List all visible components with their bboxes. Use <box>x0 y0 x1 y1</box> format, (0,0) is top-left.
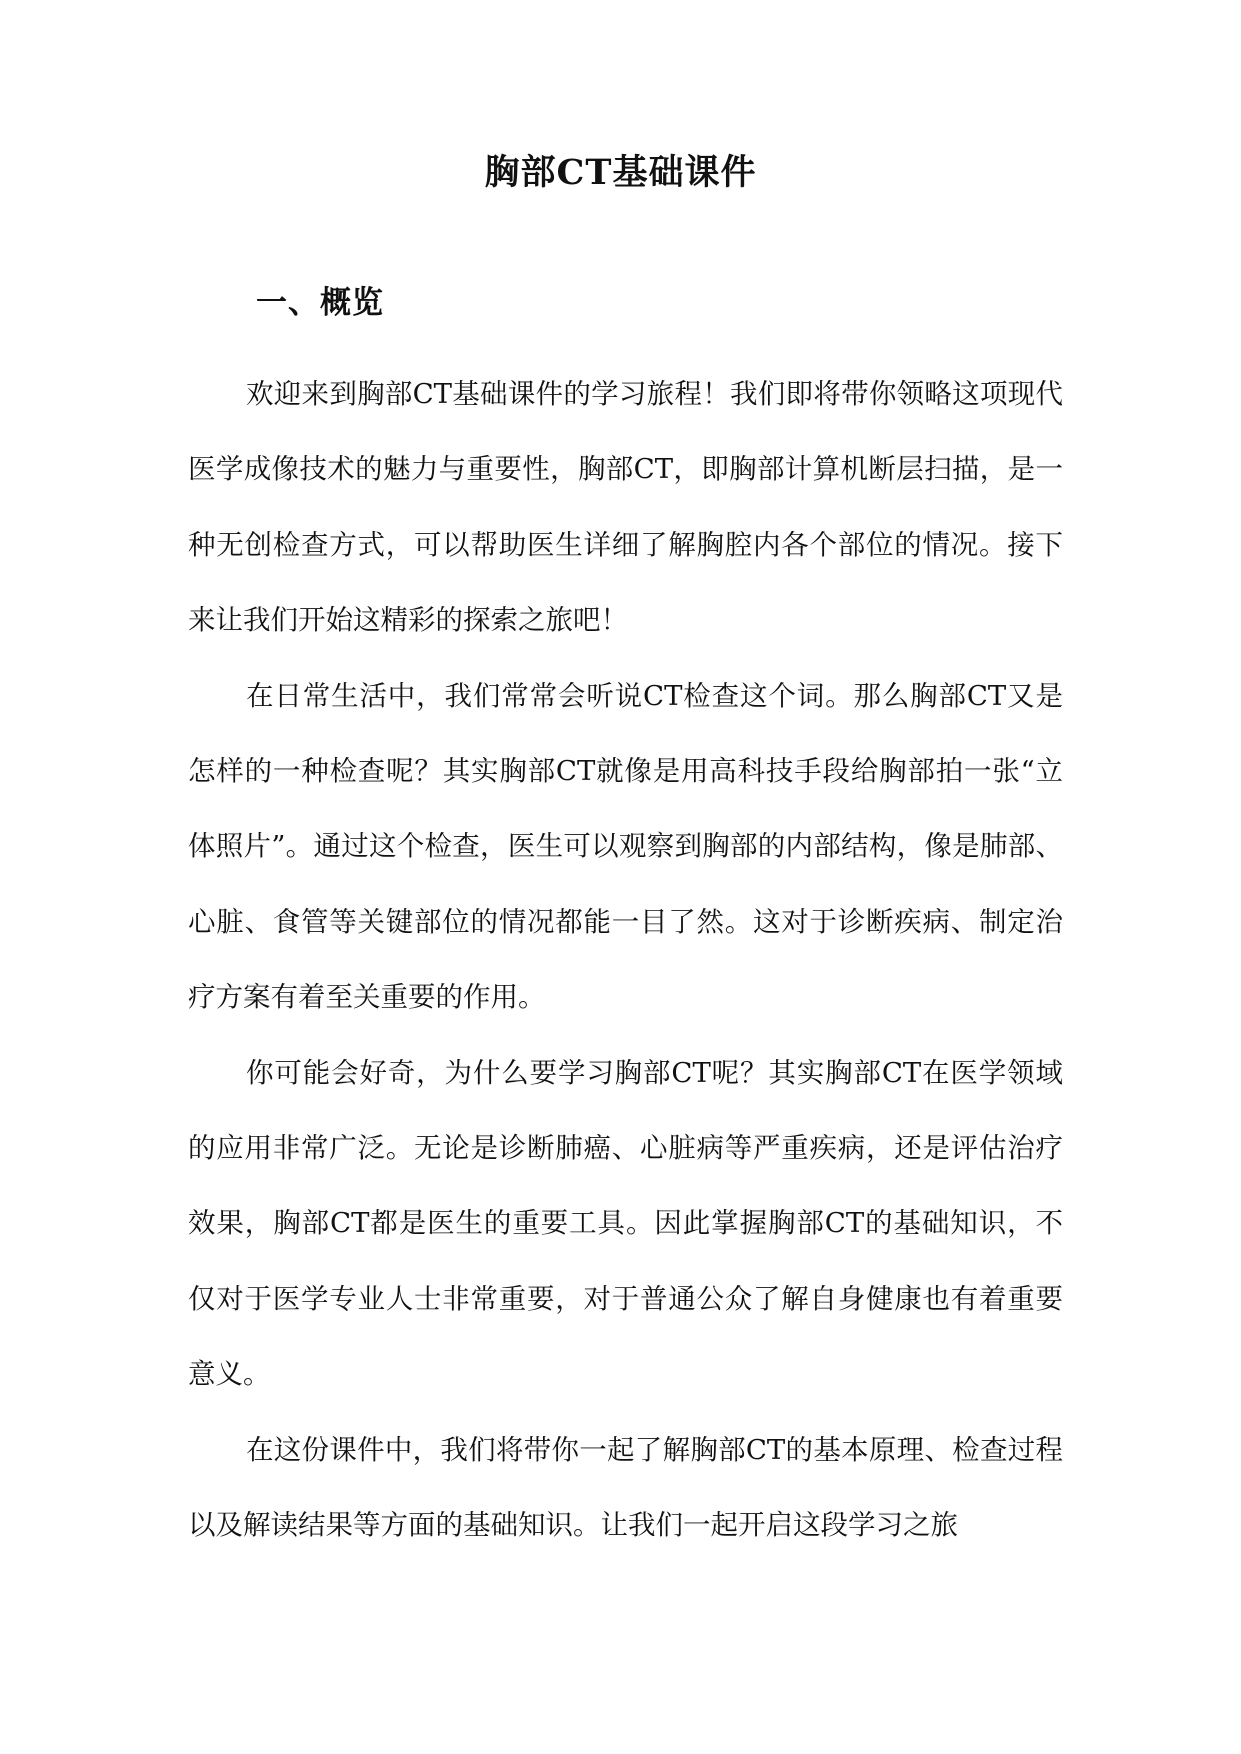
document-title: 胸部CT基础课件 <box>484 152 757 193</box>
paragraph-4: 在这份课件中，我们将带你一起了解胸部CT的基本原理、检查过程以及解读结果等方面的基础知识。让我们一起开启这段学习之旅 <box>188 1433 1063 1542</box>
paragraph-1: 欢迎来到胸部CT基础课件的学习旅程！我们即将带你领略这项现代医学成像技术的魅力与重要性，胸部CT，即胸部计算机断层扫描，是一种无创检查方式，可以帮助医生详细了解胸腔内各个部位的情况。接下来让我们开始这精彩的探索之旅吧！ <box>188 378 1063 637</box>
paragraph-2: 在日常生活中，我们常常会听说CT检查这个词。那么胸部CT又是怎样的一种检查呢？其实胸部CT就像是用高科技手段给胸部拍一张“立体照片”。通过这个检查，医生可以观察到胸部的内部结构，像是肺部、心脏、食管等关键部位的情况都能一目了然。这对于诊断疾病、制定治疗方案有着至关重要的作用。 <box>188 679 1063 1014</box>
paragraph-3: 你可能会好奇，为什么要学习胸部CT呢？其实胸部CT在医学领域的应用非常广泛。无论是诊断肺癌、心脏病等严重疾病，还是评估治疗效果，胸部CT都是医生的重要工具。因此掌握胸部CT的基础知识，不仅对于医学专业人士非常重要，对于普通公众了解自身健康也有着重要意义。 <box>188 1056 1063 1391</box>
section-heading: 一、概览 <box>256 285 384 321</box>
body-text <box>188 357 1063 1564</box>
